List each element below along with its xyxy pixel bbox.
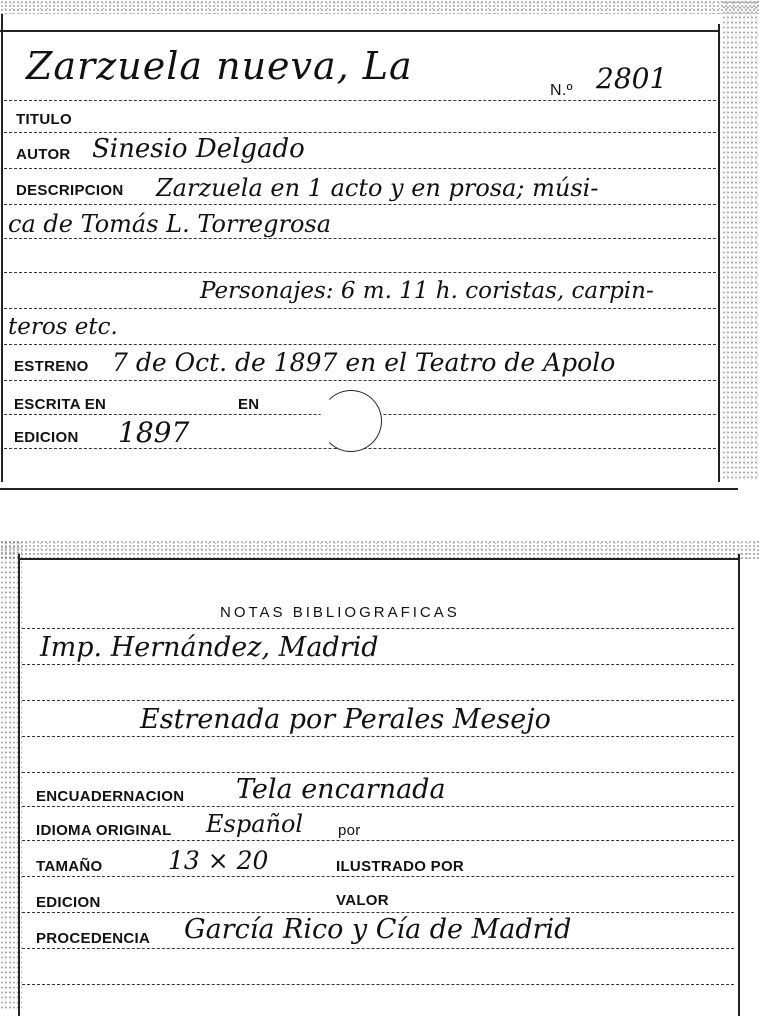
ruled-line	[22, 772, 734, 773]
number-label: N.º	[550, 82, 573, 99]
en-label: EN	[238, 396, 260, 413]
ruled-line	[4, 100, 716, 101]
descripcion-value-line2: ca de Tomás L. Torregrosa	[8, 210, 332, 238]
ilustrado-por-label: ILUSTRADO POR	[336, 858, 465, 875]
card-border-left	[18, 554, 20, 1016]
ruled-line	[4, 344, 716, 345]
ruled-line	[22, 948, 734, 949]
card-edge-texture	[722, 0, 759, 480]
edicion-value: 1897	[118, 416, 190, 449]
ruled-line	[22, 700, 734, 701]
punch-hole	[320, 390, 382, 452]
ruled-line	[4, 380, 716, 381]
tamano-label: TAMAÑO	[36, 858, 103, 875]
handwritten-title: Zarzuela nueva, La	[26, 44, 413, 88]
ruled-line	[4, 168, 716, 169]
descripcion-label: DESCRIPCION	[16, 182, 124, 199]
ruled-line	[22, 628, 734, 629]
ruled-line	[4, 204, 716, 205]
titulo-label: TITULO	[16, 111, 72, 128]
ruled-line	[22, 736, 734, 737]
estreno-label: ESTRENO	[14, 358, 89, 375]
notas-heading: NOTAS BIBLIOGRAFICAS	[220, 604, 460, 621]
procedencia-label: PROCEDENCIA	[36, 930, 151, 947]
autor-value: Sinesio Delgado	[92, 134, 305, 164]
card-border-right	[718, 24, 720, 482]
estreno-value: 7 de Oct. de 1897 en el Teatro de Apolo	[112, 348, 616, 377]
encuadernacion-label: ENCUADERNACION	[36, 788, 185, 805]
note-line-1: Imp. Hernández, Madrid	[40, 632, 379, 663]
por-label: por	[338, 822, 361, 839]
escrita-en-label: ESCRITA EN	[14, 396, 107, 413]
card-border-left	[1, 14, 3, 482]
tamano-value: 13 × 20	[168, 846, 269, 875]
ruled-line	[22, 876, 734, 877]
ruled-line	[22, 840, 734, 841]
card-border-top	[0, 30, 720, 32]
ruled-line	[4, 272, 716, 273]
ruled-line	[4, 132, 716, 133]
procedencia-value: García Rico y Cía de Madrid	[184, 914, 572, 945]
autor-label: AUTOR	[16, 146, 71, 163]
idioma-value: Español	[206, 810, 304, 838]
catalog-card-bottom	[0, 540, 759, 1028]
catalog-number: 2801	[596, 62, 668, 95]
card-edge-texture	[0, 0, 759, 14]
encuadernacion-value: Tela encarnada	[236, 774, 446, 805]
note-line-2: Estrenada por Perales Mesejo	[140, 704, 551, 735]
ruled-line	[22, 806, 734, 807]
personajes-line1: Personajes: 6 m. 11 h. coristas, carpin-	[200, 278, 654, 304]
ruled-line	[22, 984, 734, 985]
personajes-line2: teros etc.	[8, 314, 118, 340]
ruled-line	[4, 238, 716, 239]
descripcion-value-line1: Zarzuela en 1 acto y en prosa; músi-	[156, 174, 599, 202]
card-border-bottom	[0, 488, 738, 490]
card-edge-texture	[0, 540, 759, 560]
catalog-card-top	[0, 0, 759, 492]
edicion-label: EDICION	[14, 429, 79, 446]
ruled-line	[22, 912, 734, 913]
card-border-right	[738, 554, 740, 1016]
valor-label: VALOR	[336, 892, 389, 909]
card-border-top	[18, 558, 740, 560]
idioma-original-label: IDIOMA ORIGINAL	[36, 822, 172, 839]
ruled-line	[4, 308, 716, 309]
edicion-label-bottom: EDICION	[36, 894, 101, 911]
ruled-line	[22, 664, 734, 665]
